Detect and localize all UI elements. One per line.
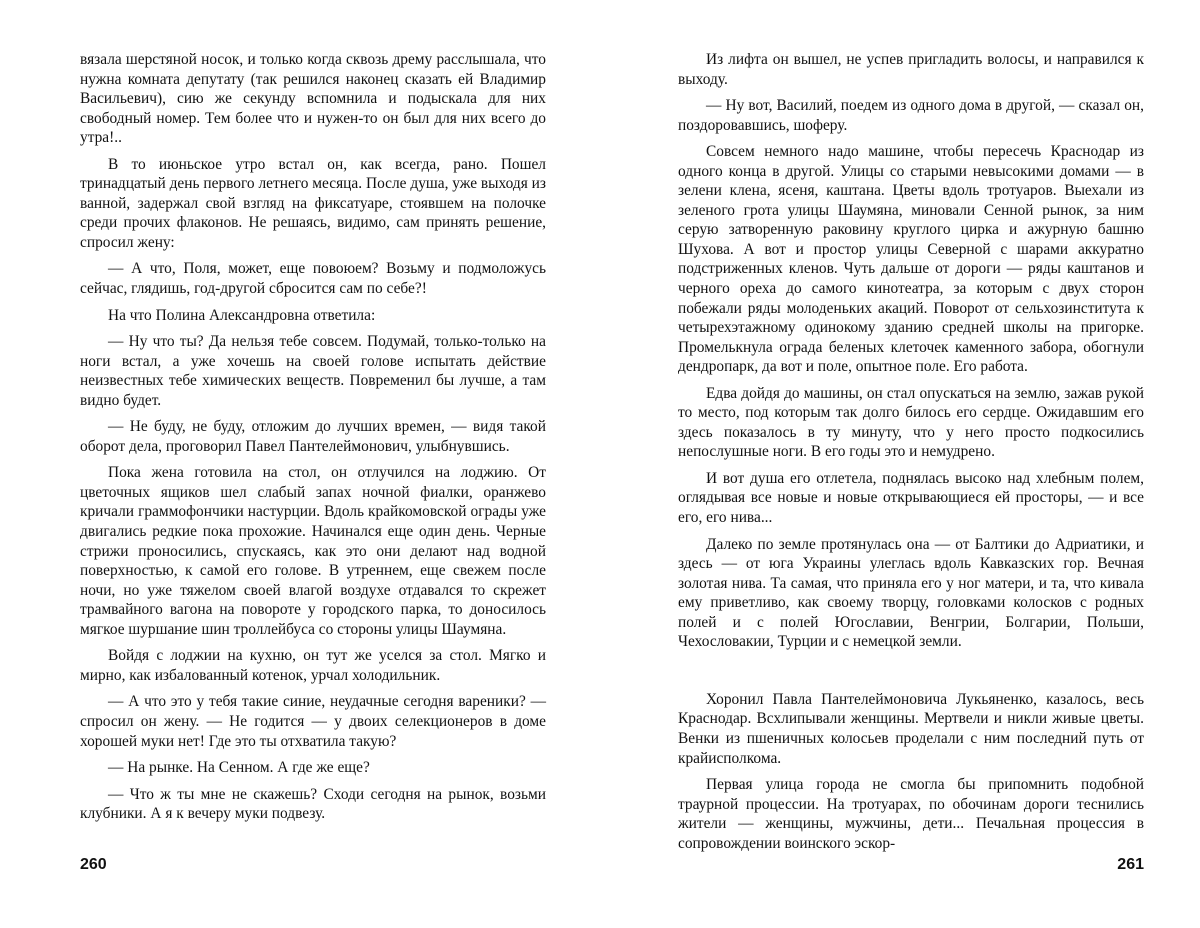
left-page [80,50,546,910]
paragraph: — Не буду, не буду, отложим до лучших времен, — видя такой оборот дела, проговорил Павел Пантелеймонович, улыбнувшись. [80,418,546,455]
paragraph: — А что, Поля, может, еще повоюем? Возьму и подмоложусь сейчас, глядишь, год-другой сбросится сам по себе?! [80,260,546,298]
paragraph: Едва дойдя до машины, он стал опускаться на землю, зажав рукой то место, под которым так долго билось его сердце. Ожидавшим его здесь показалось в ту минуту, что у него просто подкосились непослушные ноги. В его годы это и немудрено. [678,384,1144,461]
right-page [678,50,1144,910]
paragraph: В то июньское утро встал он, как всегда, рано. Пошел тринадцатый день первого летнего месяца. После душа, уже выходя из ванной, задержал свой взгляд на фиксатуаре, стоявшем на полочке среди прочих флаконов. Не решаясь, видимо, сам принять решение, спросил жену: [80,155,546,251]
paragraph: Хоронил Павла Пантелеймоновича Лукьяненко, казалось, весь Краснодар. Всхлипывали женщины. Мертвели и никли живые цветы. Венки из пшеничных колосьев проделали с ним последний путь от крайисполкома. [678,690,1144,767]
page-number: 260 [80,856,107,873]
paragraph: Из лифта он вышел, не успев пригладить волосы, и направился к выходу. [678,51,1144,88]
paragraph: — На рынке. На Сенном. А где же еще? [108,759,370,777]
page-number: 261 [1117,856,1144,873]
paragraph: Войдя с лоджии на кухню, он тут же уселся за стол. Мягко и мирно, как избалованный котенок, урчал холодильник. [80,647,546,684]
paragraph: — А что это у тебя такие синие, неудачные сегодня вареники? — спросил он жену. — Не годится — у двоих селекционеров в доме хорошей муки нет! Где это ты отхватила такую? [80,693,546,750]
paragraph: И вот душа его отлетела, поднялась высоко над хлебным полем, оглядывая все новые и новые открывающиеся ей просторы, — и все его, его нива... [678,469,1144,527]
paragraph: Совсем немного надо машине, чтобы пересечь Краснодар из одного конца в другой. Улицы со старыми невысокими домами — в зелени клена, ясеня, каштана. Цветы вдоль тротуаров. Выехали из зеленого грота улицы Шаумяна, миновали Сенной рынок, за ним серую затворенную раковину круглого цирка и ажурную башню Шухова. А вот и простор улицы Северной с шарами аккуратно подстриженных кленов. Чуть дальше от дороги — ряды каштанов и черного ореха до самого кинотеатра, за которым с двух сторон побежали ряды молоденьких акаций. Поворот от сельхозинститута к четырехэтажному одинокому зданию средней школы на пригорке. Промелькнула ограда беленых клеточек каменного забора, обогнули дендропарк, да вот и поле, опытное поле. Его работа. [678,143,1144,376]
paragraph: Пока жена готовила на стол, он отлучился на лоджию. От цветочных ящиков шел слабый запах ночной фиалки, оранжево кричали граммофончики настурции. Вдоль крайкомовской ограды уже двигались редкие пока прохожие. Начинался еще один день. Черные стрижи проносились, спускаясь, как это они делают над водной поверхностью, к самой его голове. В утреннем, еще свежем после ночи, но уже тяжелом своей влагой воздухе отдавался то скрежет трамвайного вагона на повороте у городского парка, то доносилось мягкое шуршание шин троллейбуса со стороны улицы Шаумяна. [80,464,546,638]
paragraph: На что Полина Александровна ответила: [108,306,376,324]
paragraph: вязала шерстяной носок, и только когда сквозь дрему расслышала, что нужна комната депутату (так решился наконец сказать ей Владимир Васильевич), сию же секунду вспомнила и подыскала для них свободный номер. Тем более что и нужен-то он был для них всего до утра!.. [80,51,546,147]
paragraph: — Ну что ты? Да нельзя тебе совсем. Подумай, только-только на ноги встал, а уже хочешь на своей голове испытать действие неизвестных тебе химических веществ. Повременил бы лучше, а там видно будет. [80,333,546,409]
paragraph: Первая улица города не смогла бы припомнить подобной траурной процессии. На тротуарах, по обочинам дороги теснились жители — женщины, мужчины, дети... Печальная процессия в сопровождении воинского эскор- [678,776,1144,852]
paragraph: Далеко по земле протянулась она — от Балтики до Адриатики, и здесь — от юга Украины улеглась вдоль Кавказских гор. Вечная золотая нива. Та самая, что приняла его у ног матери, и та, что кивала ему приветливо, как своему творцу, головками колосков с родных полей и с полей Югославии, Венгрии, Болгарии, Польши, Чехословакии, Турции и с немецкой земли. [678,535,1144,651]
paragraph: — Ну вот, Василий, поедем из одного дома в другой, — сказал он, поздоровавшись, шоферу. [678,97,1144,134]
paragraph: — Что ж ты мне не скажешь? Сходи сегодня на рынок, возьми клубники. А я к вечеру муки подвезу. [80,785,546,823]
